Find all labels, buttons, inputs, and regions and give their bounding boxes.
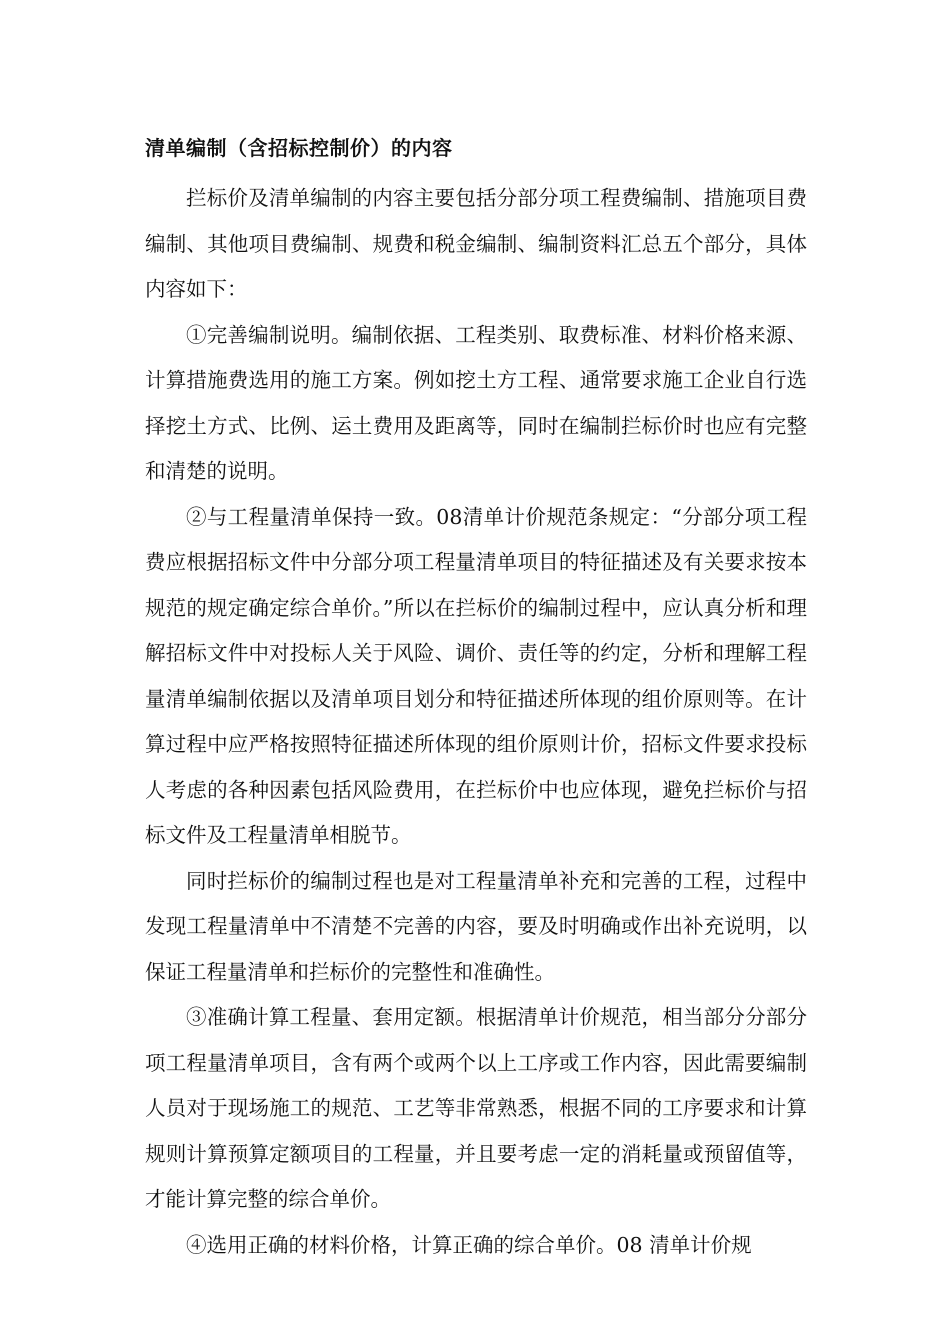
document-page: [145, 125, 807, 1268]
paragraph-item-2: ②与工程量清单保持一致。08清单计价规范条规定：“分部分项工程费应根据招标文件中分部分项工程量清单项目的特征描述及有关要求按本规范的规定确定综合单价。”所以在拦标价的编制过程中，应认真分析和理解招标文件中对投标人关于风险、调价、责任等的约定，分析和理解工程量清单编制依据以及清单项目划分和特征描述所体现的组价原则等。在计算过程中应严格按照特征描述所体现的组价原则计价，招标文件要求投标人考虑的各种因素包括风险费用，在拦标价中也应体现，避免拦标价与招标文件及工程量清单相脱节。: [145, 504, 807, 847]
paragraph-supplement: 同时拦标价的编制过程也是对工程量清单补充和完善的工程，过程中发现工程量清单中不清楚不完善的内容，要及时明确或作出补充说明，以保证工程量清单和拦标价的完整性和准确性。: [145, 868, 807, 984]
paragraph-item-1: ①完善编制说明。编制依据、工程类别、取费标准、材料价格来源、计算措施费选用的施工方案。例如挖土方工程、通常要求施工企业自行选择挖土方式、比例、运土费用及距离等，同时在编制拦标价时也应有完整和清楚的说明。: [145, 322, 807, 483]
paragraph-item-4: ④选用正确的材料价格，计算正确的综合单价。08 清单计价规: [186, 1232, 752, 1257]
document-heading: 清单编制（含招标控制价）的内容: [145, 136, 453, 160]
paragraph-item-3: ③准确计算工程量、套用定额。根据清单计价规范，相当部分分部分项工程量清单项目，含有两个或两个以上工序或工作内容，因此需要编制人员对于现场施工的规范、工艺等非常熟悉，根据不同的工序要求和计算规则计算预算定额项目的工程量，并且要考虑一定的消耗量或预留值等，才能计算完整的综合单价。: [145, 1005, 807, 1211]
paragraph-intro: 拦标价及清单编制的内容主要包括分部分项工程费编制、措施项目费编制、其他项目费编制、规费和税金编制、编制资料汇总五个部分，具体内容如下：: [145, 186, 807, 301]
